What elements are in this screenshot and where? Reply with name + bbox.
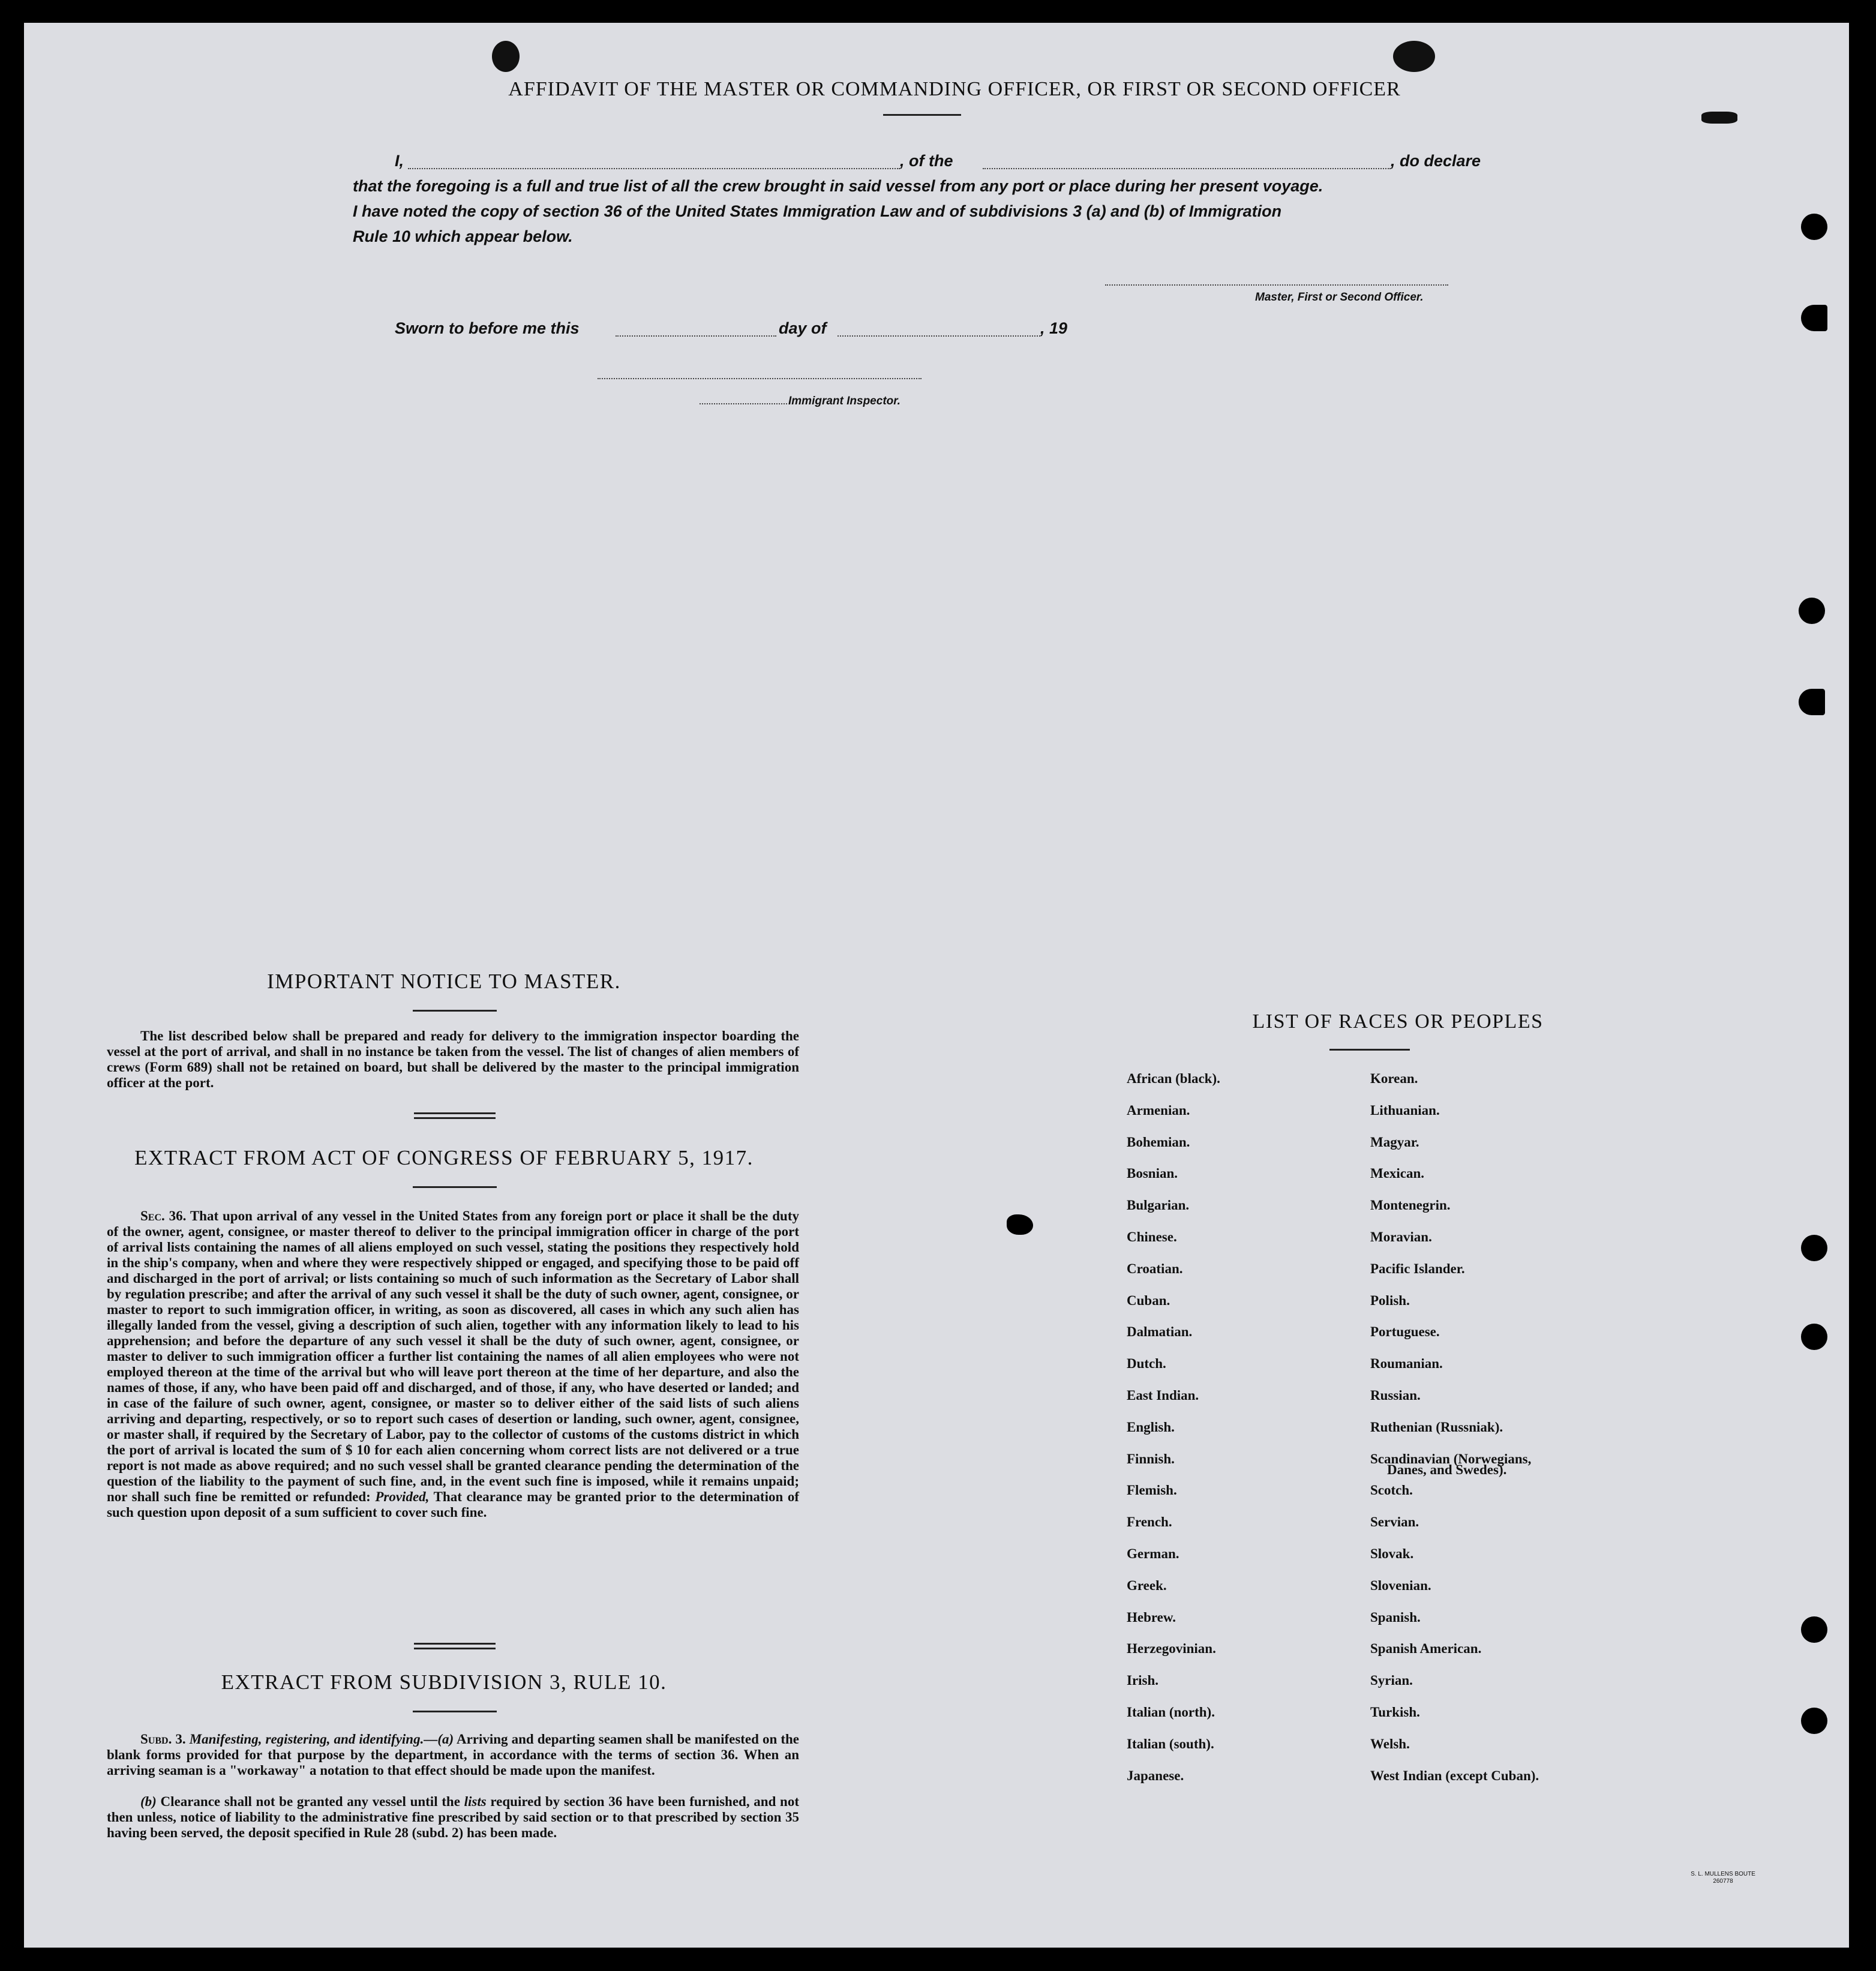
declare-label: , do declare [1391,152,1481,170]
race-item: Welsh. [1370,1736,1410,1751]
race-item: Korean. [1370,1071,1418,1086]
race-item: Moravian. [1370,1229,1432,1244]
race-item: Pacific Islander. [1370,1261,1465,1276]
sworn-line [395,319,1115,340]
affidavit-line-2: that the foregoing is a full and true list of all the crew brought in said vessel from any port or place during her present voyage. [353,177,1323,195]
form-sheet [24,23,1849,1948]
affidavit-line-4: Rule 10 which appear below. [353,227,573,245]
race-item: Servian. [1370,1514,1419,1529]
punch-hole [1801,214,1827,240]
punch-hole [1799,598,1825,624]
act-body [107,1208,799,1520]
race-item: Japanese. [1127,1768,1184,1783]
race-item: Bohemian. [1127,1135,1190,1150]
race-item: Bulgarian. [1127,1198,1190,1213]
punch-hole [1801,305,1827,331]
race-item: Bosnian. [1127,1166,1178,1181]
race-item: Mexican. [1370,1166,1425,1181]
race-item: East Indian. [1127,1388,1199,1403]
act-double-rule-bottom [414,1648,496,1649]
act-body-text: That upon arrival of any vessel in the United States from any foreign port or place it shall be the duty of the owner, agent, consignee, or master thereof to deliver to the principal immigration officer in charge of the port of arrival lists containing the names of all aliens employed on such vessel, stating the positions they respectively hold in the ship's company, when and where they were respectively shipped or engaged, and specifying those to be paid off and discharged in the port of arrival; or lists containing so much of such information as the Secretary of Labor shall by regulation prescribe; and after the arrival of any such vessel it shall be the duty of such owner, agent, consignee, or master to report to such immigration officer, in writing, as soon as discovered, all cases in which any such alien has illegally landed from the vessel, giving a description of such alien, together with any information likely to lead to his apprehension; and before the departure of any such vessel it shall be the duty of such owner, agent, consignee, or master to deliver to such immigration officer a further list containing the names of all alien employees who were not employed thereon at the time of the arrival but who will leave port thereon at the time of her departure, and also the names of those, if any, who have been paid off and discharged, and of those, if any, who have deserted or landed; and in case of the failure of such owner, agent, consignee, or master so to deliver either of the said lists of such aliens arriving and departing, respectively, or so to report such cases of desertion or landing, such owner, agent, consignee, or master shall, if required by the Secretary of Labor, pay to the collector of customs of the customs district in which the port of arrival is located the sum of $ 10 for each alien concerning whom correct lists are not delivered or a true report is not made as above required; and no such vessel shall be granted clearance pending the determination of the question of the liability to the payment of such fine, and, in the event such fine is imposed, while it remains unpaid; nor shall such fine be remitted or refunded: [107,1208,799,1504]
races-title: LIST OF RACES OR PEOPLES [1252,1010,1544,1033]
race-item: Lithuanian. [1370,1103,1440,1118]
declarant-label: I, [395,152,404,170]
year-label: , 19 [1040,319,1068,337]
affidavit-line-1 [395,152,1515,172]
vessel-label: , of the [900,152,953,170]
notice-double-rule-bottom [414,1117,496,1119]
race-item: Spanish. [1370,1610,1421,1625]
rule-b-body: Clearance shall not be granted any vessel until the [160,1794,460,1809]
sworn-day-field[interactable] [616,335,776,337]
races-title-underline [1329,1049,1410,1051]
notice-body: The list described below shall be prepared and ready for delivery to the immigration inspector boarding the vessel at the port of arrival, and shall in no instance be taken from the vessel. The list of changes of alien members of crews (Form 689) shall not be retained on board, but shall be delivered by the master to the principal immigration officer at the port. [107,1028,799,1090]
affidavit-title: AFFIDAVIT OF THE MASTER OR COMMANDING OFFICER, OR FIRST OR SECOND OFFICER [508,78,1401,100]
race-item: Croatian. [1127,1261,1183,1276]
punch-hole [1801,1235,1827,1261]
rule-b-lists: lists [464,1794,487,1809]
sworn-label: Sworn to before me this [395,319,580,337]
printer-name: S. L. MULLENS BOUTE [1691,1871,1755,1877]
race-item: Spanish American. [1370,1641,1482,1656]
rule-subd-heading: Manifesting, registering, and identifying.—(a) [189,1732,454,1747]
race-item: German. [1127,1546,1179,1561]
signature-field[interactable] [1105,284,1448,286]
race-item: Greek. [1127,1578,1167,1593]
race-item: Scotch. [1370,1483,1413,1498]
race-item: Finnish. [1127,1451,1175,1466]
rule-subd-label: Subd. 3. [140,1732,186,1747]
race-item: Slovak. [1370,1546,1414,1561]
race-item: Italian (north). [1127,1705,1215,1720]
race-item: Scandinavian (Norwegians, [1370,1451,1532,1466]
printer-number: 260778 [1713,1878,1733,1885]
edge-tear [1393,41,1435,72]
race-item: Slovenian. [1370,1578,1431,1593]
race-item: Dalmatian. [1127,1324,1193,1339]
affidavit-title-underline [883,114,961,116]
vessel-name-field[interactable] [983,168,1391,169]
race-item: Flemish. [1127,1483,1177,1498]
edge-tear [1701,112,1737,124]
day-of-label: day of [779,319,827,337]
signature-caption: Master, First or Second Officer. [1255,291,1424,304]
act-body-text-end: That clearance may be granted prior to the determination of such question upon deposit of a sum sufficient to cover such fine. [107,1489,799,1520]
race-item: Ruthenian (Russniak). [1370,1420,1503,1435]
ink-blot [1007,1214,1033,1235]
race-item: Irish. [1127,1673,1159,1688]
act-section-label: Sec. 36. [140,1208,187,1223]
race-item: Herzegovinian. [1127,1641,1216,1656]
rule-title-underline [413,1711,497,1712]
race-item: Hebrew. [1127,1610,1176,1625]
inspector-signature-field[interactable] [598,378,922,379]
punch-hole [1801,1708,1827,1734]
punch-hole [1801,1324,1827,1350]
printer-imprint [1669,1871,1777,1885]
punch-hole [1801,1616,1827,1643]
act-provided-label: Provided, [375,1489,430,1504]
edge-tear [492,41,520,72]
race-right-continuation: Danes, and Swedes). [1387,1462,1507,1477]
sworn-month-field[interactable] [838,335,1040,337]
rule-subd-body: Arriving and departing seamen shall be manifested on the blank forms provided for that purpose by the department, in accordance with the terms of section 36. When an arriving seaman is a "workaway" a notation to that effect should be made upon the manifest. [107,1732,799,1778]
race-item: Magyar. [1370,1135,1419,1150]
act-title: EXTRACT FROM ACT OF CONGRESS OF FEBRUARY 5, 1917. [134,1146,754,1169]
declarant-name-field[interactable] [408,168,900,169]
act-title-underline [413,1186,497,1188]
rule-subd-b [107,1794,799,1841]
race-item: Syrian. [1370,1673,1413,1688]
race-item: African (black). [1127,1071,1220,1086]
race-item: Turkish. [1370,1705,1420,1720]
rule-title: EXTRACT FROM SUBDIVISION 3, RULE 10. [221,1670,667,1694]
race-item: Cuban. [1127,1293,1170,1308]
race-item: Polish. [1370,1293,1410,1308]
race-item: French. [1127,1514,1172,1529]
rule-b-label: (b) [140,1794,157,1809]
race-item: Russian. [1370,1388,1421,1403]
notice-title: IMPORTANT NOTICE TO MASTER. [267,970,621,993]
race-item: English. [1127,1420,1175,1435]
race-item: West Indian (except Cuban). [1370,1768,1539,1783]
affidavit-line-3: I have noted the copy of section 36 of the United States Immigration Law and of subdivisions 3 (a) and (b) of Immigration [353,202,1282,220]
race-item: Roumanian. [1370,1356,1443,1371]
race-item: Italian (south). [1127,1736,1214,1751]
punch-hole [1799,689,1825,715]
inspector-caption: Immigrant Inspector. [788,395,901,407]
rule-subd-a [107,1732,799,1778]
race-item: Armenian. [1127,1103,1190,1118]
notice-title-underline [413,1010,497,1012]
notice-double-rule-top [414,1112,496,1114]
race-item: Dutch. [1127,1356,1166,1371]
race-item: Montenegrin. [1370,1198,1451,1213]
race-item: Chinese. [1127,1229,1177,1244]
race-item: Portuguese. [1370,1324,1440,1339]
rule-b-body-end: required by section 36 have been furnished, and not then unless, notice of liability to the administrative fine prescribed by said section or to that prescribed by section 35 having been served, the deposit specified in Rule 28 (subd. 2) has been made. [107,1794,799,1840]
act-double-rule-top [414,1643,496,1645]
inspector-leader-dots [700,403,787,404]
